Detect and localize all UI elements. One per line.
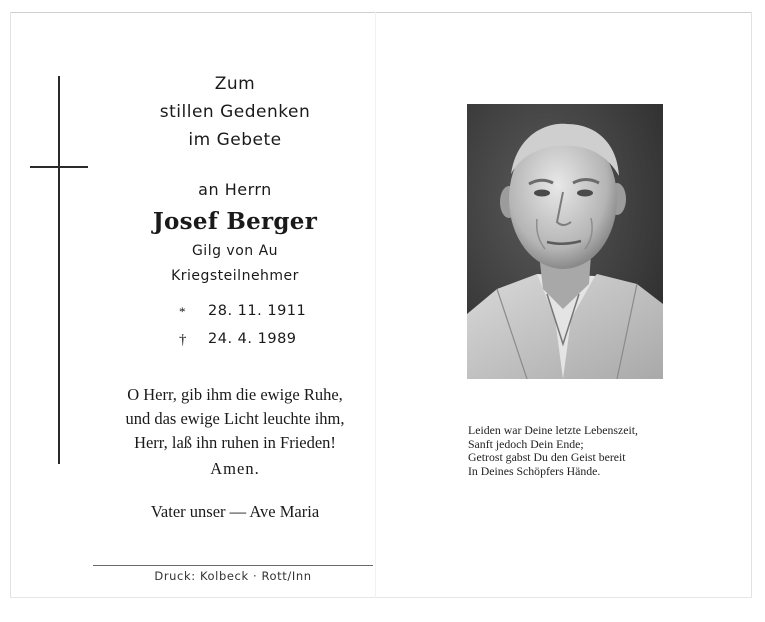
- heading-line: im Gebete: [188, 130, 282, 150]
- heading-line: stillen Gedenken: [159, 102, 311, 122]
- printer-credit: Druck: Kolbeck · Rott/Inn: [154, 569, 312, 583]
- deceased-title: Kriegsteilnehmer: [171, 268, 299, 284]
- card-edge-top: [10, 12, 752, 13]
- heading-line: Zum: [214, 74, 256, 94]
- birth-date: 28. 11. 1911: [208, 303, 307, 319]
- prayer-line: und das ewige Licht leuchte ihm,: [125, 409, 345, 428]
- closing-prayer: Vater unser — Ave Maria: [150, 502, 320, 521]
- cross-vertical-bar: [58, 76, 60, 464]
- footer-divider: [93, 565, 373, 566]
- card-edge-bottom: [10, 597, 752, 598]
- memorial-heading: [90, 70, 380, 154]
- deceased-name: Josef Berger: [152, 208, 318, 235]
- card-edge-right: [751, 12, 752, 598]
- deceased-origin: Gilg von Au: [191, 243, 279, 259]
- poem-line: Sanft jedoch Dein Ende;: [468, 436, 584, 451]
- prayer-line: O Herr, gib ihm die ewige Ruhe,: [127, 385, 343, 404]
- card-edge-left: [10, 12, 11, 598]
- poem-line: In Deines Schöpfers Hände.: [468, 463, 601, 478]
- death-cross-icon: †: [179, 332, 187, 348]
- poem-line: Leiden war Deine letzte Lebenszeit,: [468, 423, 638, 437]
- death-date: 24. 4. 1989: [208, 331, 297, 347]
- salutation: an Herrn: [198, 180, 272, 199]
- prayer-line: Herr, laß ihn ruhen in Frieden!: [134, 433, 336, 452]
- cross-horizontal-bar: [30, 166, 88, 168]
- poem-line: Getrost gabst Du den Geist bereit: [468, 450, 626, 465]
- prayer-text: [90, 383, 380, 455]
- memorial-poem: [468, 424, 638, 478]
- amen-text: Amen.: [210, 459, 260, 478]
- portrait-photo: [467, 104, 663, 379]
- birth-star-icon: *: [179, 304, 186, 319]
